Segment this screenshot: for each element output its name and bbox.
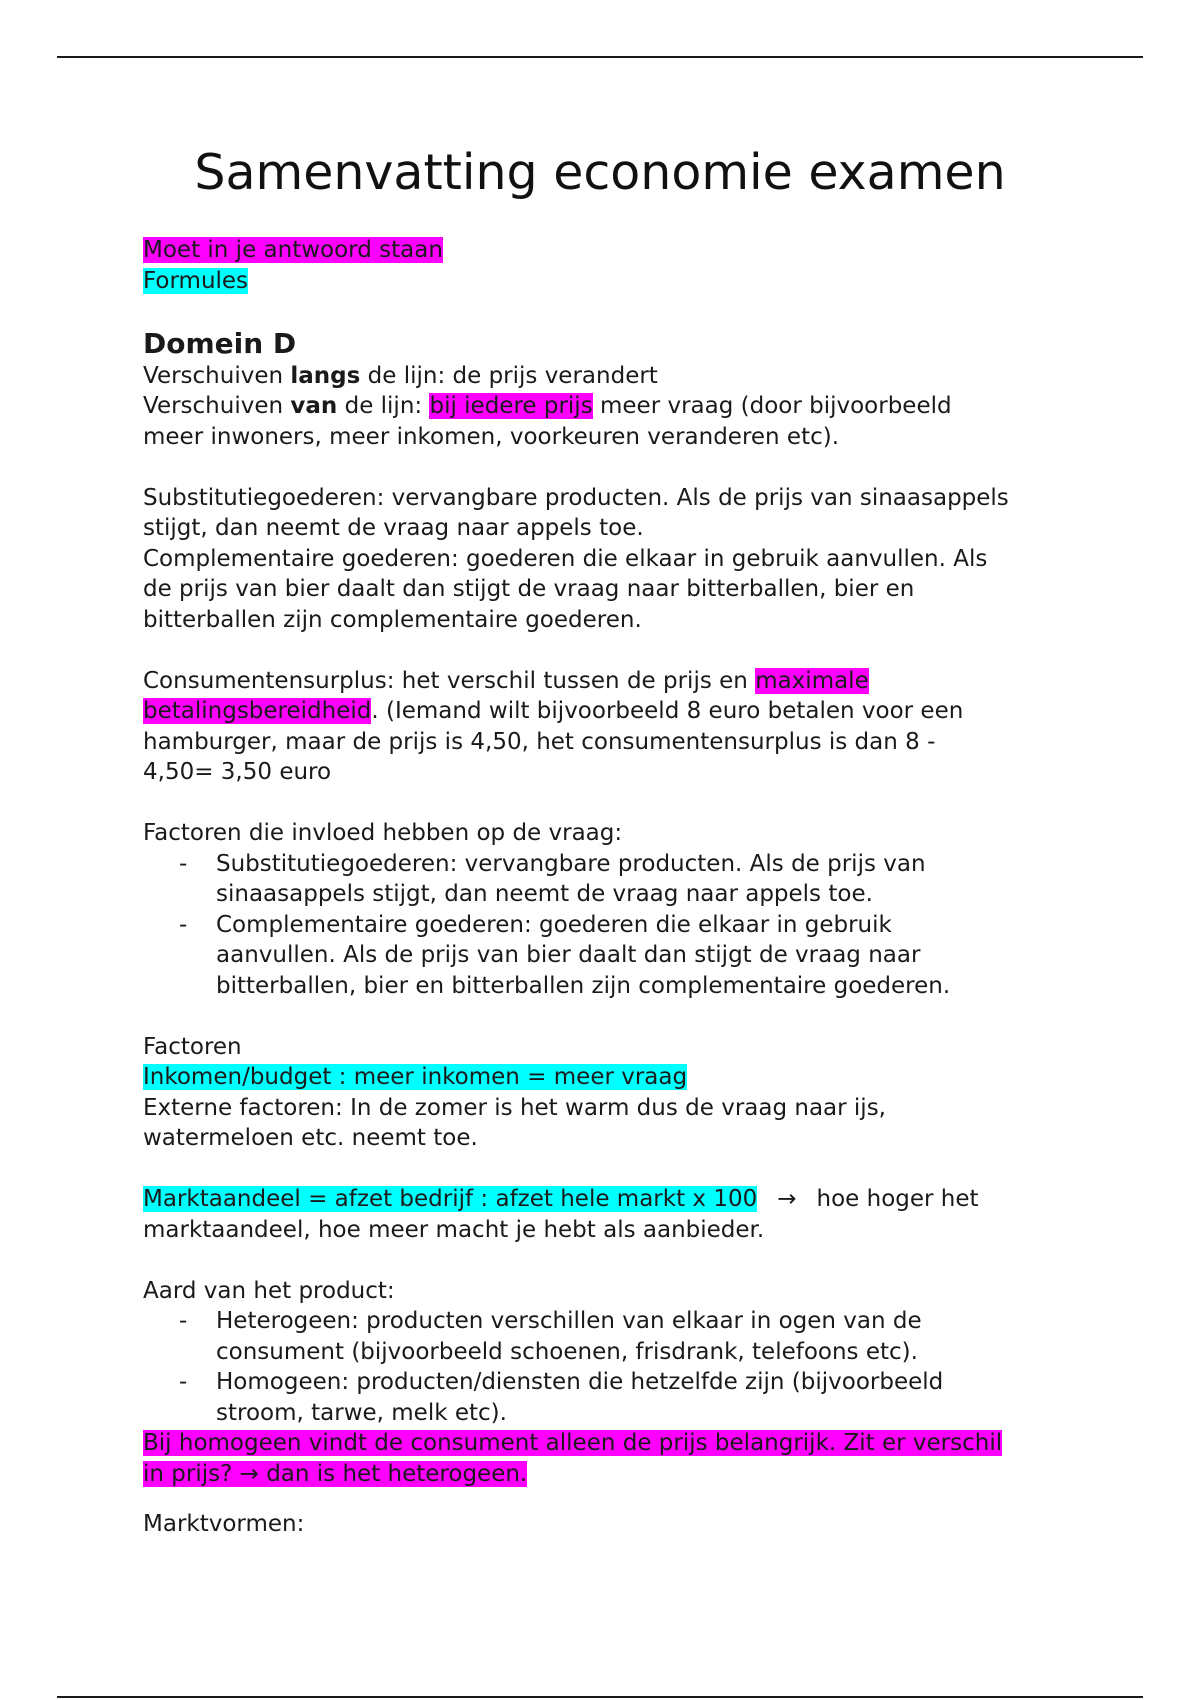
highlight-text: bij iedere prijs [429,393,593,419]
product-note-1 [143,1428,1083,1459]
arrow-right-icon: → [777,1186,797,1212]
spacer [143,296,1083,327]
list-item-continuation [143,879,1083,910]
bottom-rule [57,1696,1143,1698]
highlight-text: in prijs? → dan is het heterogeen. [143,1460,528,1487]
text: Verschuiven [143,393,291,419]
list-item-continuation [143,1337,1083,1368]
surplus-line-3: hamburger, maar de prijs is 4,50, het consumentensurplus is dan 8 - [143,728,936,755]
list-item-continuation [143,971,1083,1002]
text: sinaasappels stijgt, dan neemt de vraag naar appels toe. [216,881,873,907]
text: meer vraag (door bijvoorbeeld [592,393,952,419]
goods-line-1: Substitutiegoederen: vervangbare producten. Als de prijs van sinaasappels [143,484,1009,511]
legend-pink [143,235,1083,266]
highlight-text: betalingsbereidheid [143,698,372,724]
spacer [143,1245,1083,1276]
external-line-2: watermeloen etc. neemt toe. [143,1125,478,1151]
external-line-1: Externe factoren: In de zomer is het warm dus de vraag naar ijs, [143,1094,886,1121]
list-item [143,849,1083,880]
text: aanvullen. Als de prijs van bier daalt dan stijgt de vraag naar [216,942,921,968]
bullet-dash: - [179,911,188,938]
surplus-line-4: 4,50= 3,50 euro [143,759,332,785]
text: bitterballen, bier en bitterballen zijn complementaire goederen. [216,972,951,999]
bullet-dash: - [179,1369,188,1395]
bullet-dash: - [179,1308,188,1334]
spacer [143,635,1083,666]
income-formula [143,1062,1083,1093]
text: stroom, tarwe, melk etc). [216,1399,507,1426]
product-intro: Aard van het product: [143,1277,395,1304]
market-share-line-2: marktaandeel, hoe meer macht je hebt als aanbieder. [143,1216,765,1243]
text: . (Iemand wilt bijvoorbeeld 8 euro betalen voor een [371,698,964,724]
market-share-line-1 [143,1184,1083,1215]
list-item-continuation [143,1398,1083,1429]
spacer [143,788,1083,819]
top-rule [57,56,1143,58]
spacer [143,1154,1083,1185]
shift-line-2 [143,391,1083,422]
text: de lijn: de prijs verandert [360,362,658,389]
product-note-2 [143,1459,1083,1490]
factors-intro: Factoren die invloed hebben op de vraag: [143,820,623,846]
shift-line-3: meer inwoners, meer inkomen, voorkeuren veranderen etc). [143,423,840,450]
legend-cyan [143,266,1083,297]
text: de lijn: [337,393,430,419]
list-item [143,1367,1083,1398]
text: consument (bijvoorbeeld schoenen, frisdrank, telefoons etc). [216,1338,918,1365]
highlight-text: Bij homogeen vindt de consument alleen de prijs belangrijk. Zit er verschil [143,1430,1003,1456]
formula-text: Marktaandeel = afzet bedrijf : afzet hele markt x 100 [143,1186,758,1212]
surplus-line-1 [143,666,1083,697]
goods-line-5: bitterballen zijn complementaire goederen. [143,606,642,633]
text: Consumentensurplus: het verschil tussen de prijs en [143,667,756,694]
list-item [143,910,1083,941]
market-forms-label: Marktvormen: [143,1511,305,1537]
text: Substitutiegoederen: vervangbare producten. Als de prijs van [216,850,926,877]
goods-line-2: stijgt, dan neemt de vraag naar appels toe. [143,515,644,541]
text: Complementaire goederen: goederen die elkaar in gebruik [216,911,892,938]
shift-line-1 [143,361,1083,392]
document-title: Samenvatting economie examen [194,144,1006,201]
bold-text: langs [290,362,361,389]
legend-cyan-label: Formules [143,267,249,294]
spacer [143,1001,1083,1032]
legend-pink-label: Moet in je antwoord staan [143,237,443,263]
goods-line-3: Complementaire goederen: goederen die elkaar in gebruik aanvullen. Als [143,545,988,572]
goods-line-4: de prijs van bier daalt dan stijgt de vraag naar bitterballen, bier en [143,576,915,602]
factoren-label: Factoren [143,1033,242,1060]
spacer [143,452,1083,483]
bullet-dash: - [179,850,188,877]
list-item-continuation [143,940,1083,971]
text: Homogeen: producten/diensten die hetzelfde zijn (bijvoorbeeld [216,1369,944,1395]
highlight-text: maximale [755,667,869,694]
document-body [143,235,1083,1540]
text: Verschuiven [143,362,291,389]
formula-text: Inkomen/budget : meer inkomen = meer vraag [143,1064,688,1090]
text: Heterogeen: producten verschillen van elkaar in ogen van de [216,1308,922,1334]
spacer [143,1489,1083,1509]
list-item [143,1306,1083,1337]
text: hoe hoger het [816,1186,979,1212]
bold-text: van [290,393,338,419]
surplus-line-2 [143,696,1083,727]
section-heading: Domein D [143,326,297,360]
